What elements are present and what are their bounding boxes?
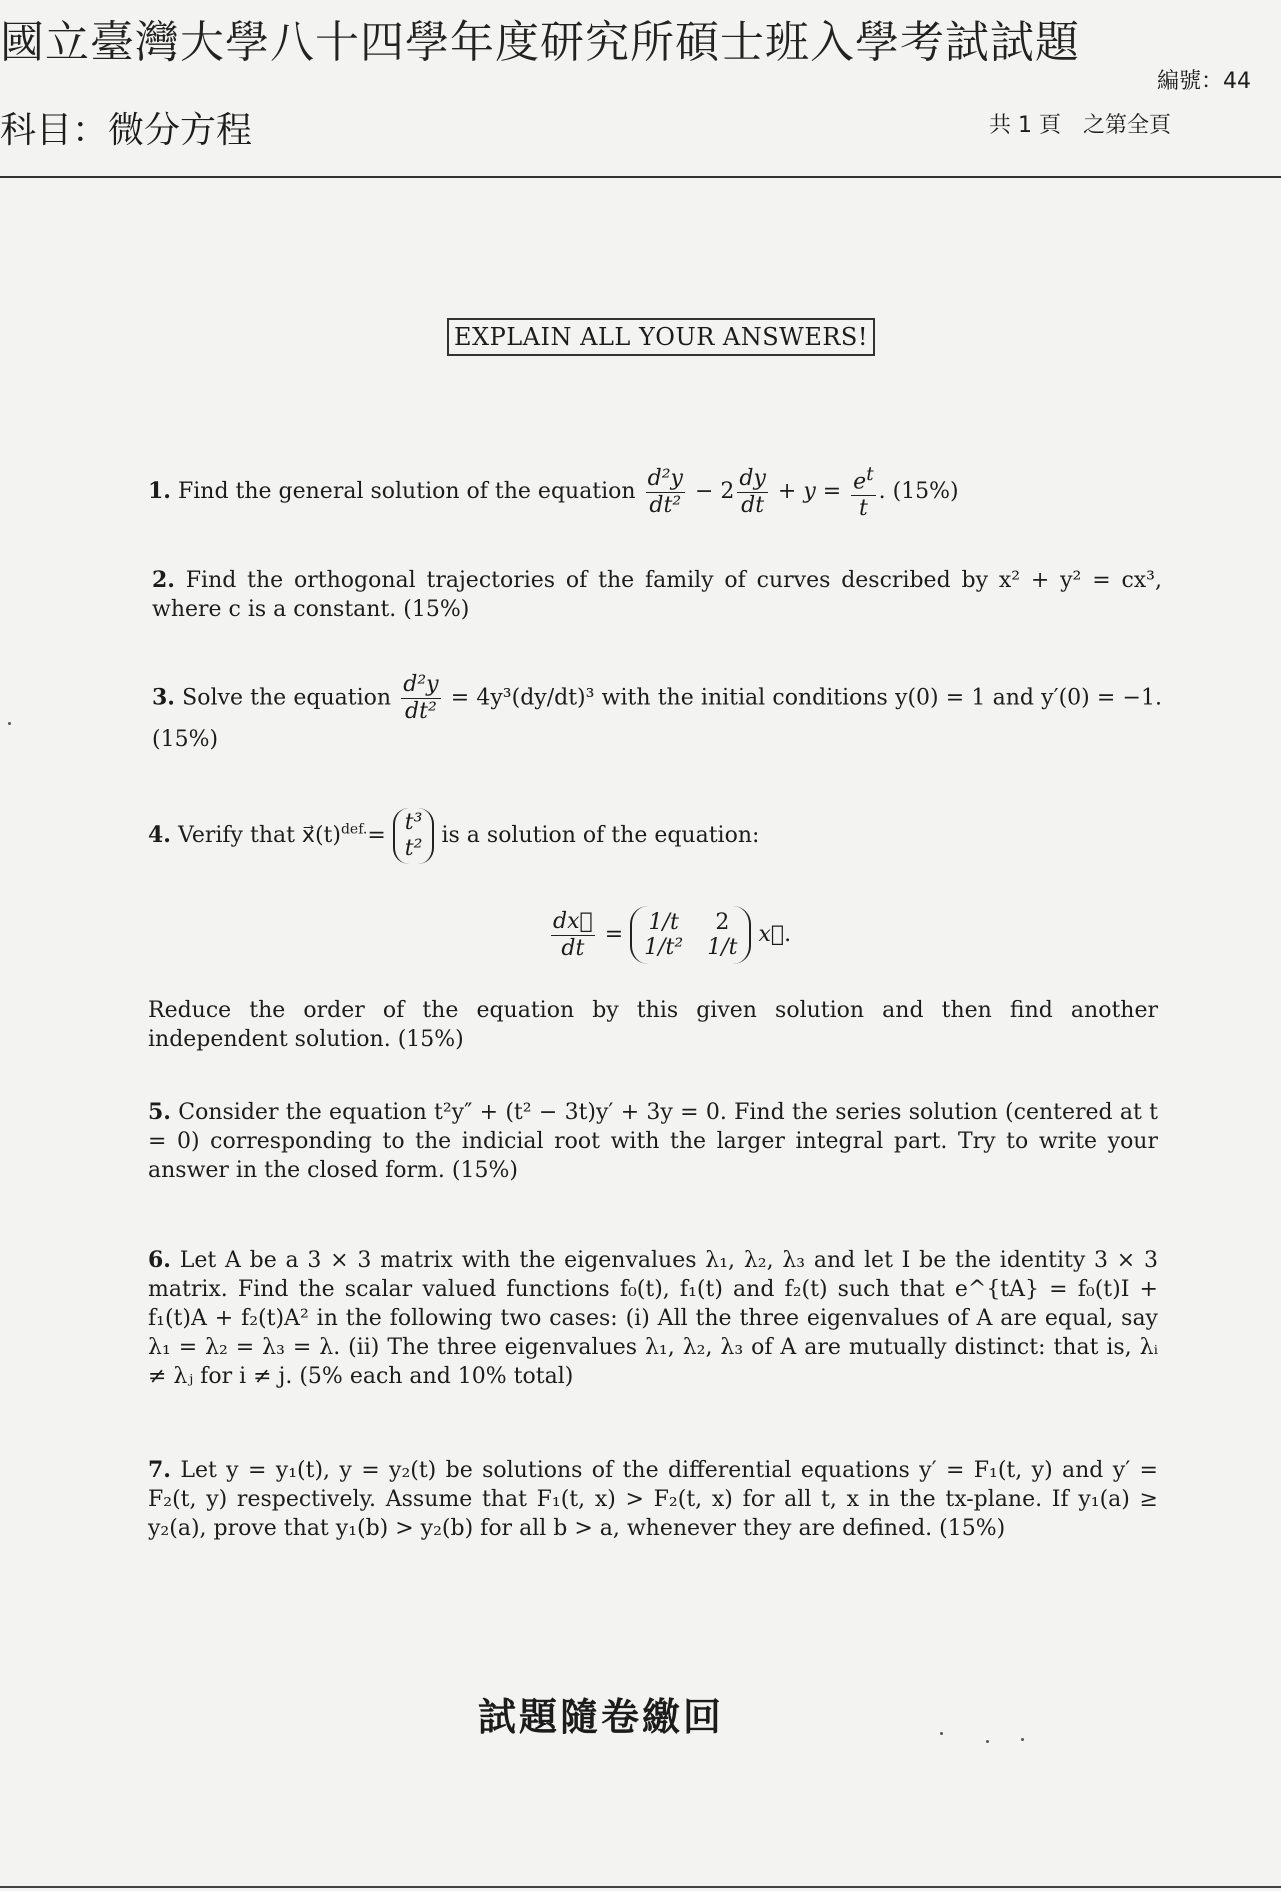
- coefficient-matrix: 1/t 2 1/t² 1/t: [630, 906, 751, 964]
- question-number: 7.: [148, 1457, 171, 1483]
- scan-speck: [1021, 1738, 1024, 1741]
- question-text: Find the orthogonal trajectories of the family of curves described by x² + y² = cx³, where c is a constant. (15%): [152, 568, 1162, 622]
- question-text: Consider the equation t²y″ + (t² − 3t)y′ + 3y = 0. Find the series solution (centered at t = 0) corresponding to the indicial root with the larger integral part. Try to write your answer in the closed form. (15%): [148, 1100, 1158, 1183]
- equation-term: $\frac{dx⃗}{dt}$: [553, 908, 593, 961]
- question-4: 4. Verify that $x⃗(t)^{def.}=$ t³ t² is a solution of the equation:: [148, 808, 1158, 864]
- equation-term: $\frac{dy}{dt}$: [739, 465, 766, 518]
- question-text: is a solution of the equation:: [441, 823, 760, 848]
- subject-label: 科目：微分方程: [0, 110, 253, 151]
- question-number: 6.: [148, 1247, 171, 1273]
- question-text: Let A be a 3 × 3 matrix with the eigenvalues λ₁, λ₂, λ₃ and let I be the identity 3 × 3 matrix. Find the scalar valued functions f₀(t), f₁(t) and f₂(t) such that e^{tA} = f₀(t)I + f₁(t)A + f₂(t)A² in the following two cases: (i) All the three eigenvalues of A are equal, say λ₁ = λ₂ = λ₃ = λ. (ii) The three eigenvalues λ₁, λ₂, λ₃ of A are mutually distinct: that is, λᵢ ≠ λⱼ for i ≠ j. (5% each and 10% total): [148, 1248, 1159, 1389]
- question-3: [152, 672, 1162, 754]
- page-count: 共 1 頁 之第全頁: [989, 113, 1171, 138]
- question-number: 1.: [148, 478, 171, 505]
- footer-divider: [0, 1886, 1281, 1888]
- solution-vector: t³ t²: [393, 808, 435, 864]
- question-number: 5.: [148, 1099, 171, 1125]
- scan-speck: [986, 1740, 989, 1743]
- return-paper-notice: 試題隨卷繳回: [478, 1694, 725, 1739]
- equation-term: $\frac{\text{d²y}}{\text{dt²}}$: [403, 672, 439, 724]
- question-5: [148, 1098, 1158, 1185]
- exam-title: 國立臺灣大學八十四學年度研究所碩士班入學考試試題: [0, 17, 1080, 68]
- question-4-continuation: Reduce the order of the equation by this given solution and then find another independent solution. (15%): [148, 998, 1158, 1052]
- question-text: Let y = y₁(t), y = y₂(t) be solutions of the differential equations y′ = F₁(t, y) and y′ = F₂(t, y) respectively. Assume that F₁(t, x) > F₂(t, x) for all t, x in the tx-plane. If y₁(a) ≥ y₂(a), prove that y₁(b) > y₂(b) for all b > a, whenever they are defined. (15%): [148, 1458, 1158, 1541]
- question-text: Solve the equation: [182, 685, 392, 711]
- question-text: Verify that x⃗(t): [177, 823, 341, 848]
- question-7: [148, 1456, 1158, 1543]
- system-equation: $\frac{dx⃗}{dt}$ = 1/t 2 1/t² 1/t x⃗.: [548, 906, 791, 964]
- question-number: 3.: [152, 684, 175, 711]
- equation-term: $\frac{e^t}{t}$: [853, 464, 874, 522]
- question-1: 1. Find the general solution of the equation $\frac{\text{d²y}}{\text{dt²}}$ − 2 $\frac{dy}{dt}$ + y = $\frac{e^t}{t}$ . (15%): [148, 464, 959, 522]
- equation-term: $\frac{\text{d²y}}{\text{dt²}}$: [647, 465, 683, 518]
- question-score: (15%): [892, 479, 959, 505]
- question-number: 4.: [148, 822, 171, 848]
- definition-mark: def.: [340, 821, 368, 838]
- question-2: [152, 566, 1162, 624]
- question-number: 2.: [152, 567, 175, 593]
- question-6: [148, 1246, 1158, 1391]
- scan-speck: [940, 1732, 943, 1735]
- question-text: Find the general solution of the equation: [177, 479, 636, 505]
- exam-code: 編號：44: [1157, 69, 1251, 94]
- scan-speck: [8, 722, 11, 725]
- question-text-tail: = 4y³(dy/dt)³ with the initial conditions y(0) = 1 and y′(0) = −1. (15%): [152, 685, 1162, 752]
- header-divider: [0, 176, 1281, 178]
- instructions-banner: EXPLAIN ALL YOUR ANSWERS!: [447, 318, 875, 356]
